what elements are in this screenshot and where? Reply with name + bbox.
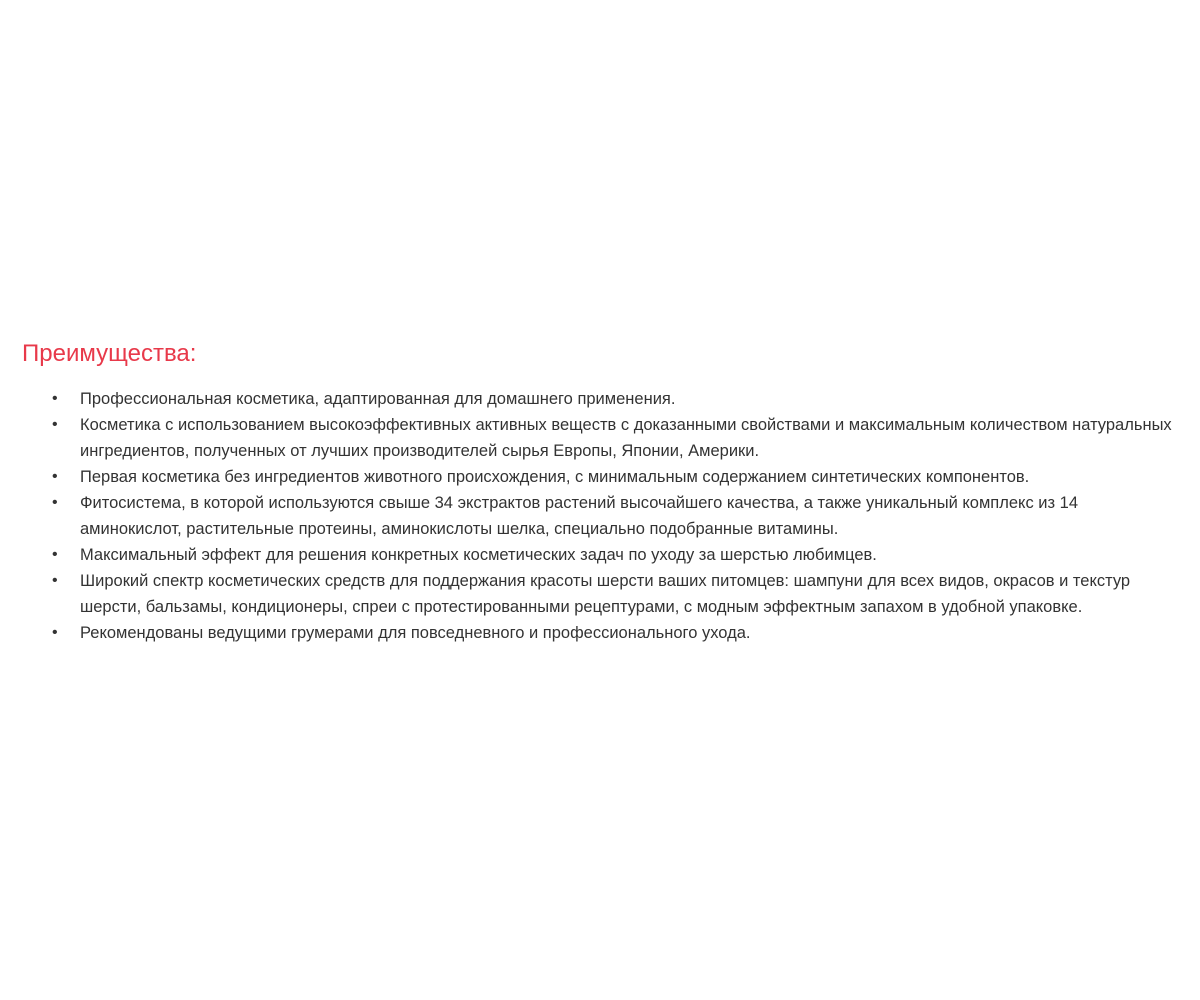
section-title: Преимущества: [22,340,197,367]
list-item-text: Широкий спектр косметических средств для поддержания красоты шерсти ваших питомцев: шампуни для всех видов, окрасов и текстур шерсти, бальзамы, кондиционеры, спреи с протестированными рецептурами, с модным эффектным запахом в удобной упаковке. [80,572,1131,616]
list-item-text: Косметика с использованием высокоэффективных активных веществ с доказанными свойствами и максимальным количеством натуральных ингредиентов, полученных от лучших производителей сырья Европы, Японии, Америки. [80,416,1172,460]
bullet-icon: • [52,416,58,433]
list-item [52,412,1172,464]
bullet-icon: • [52,572,58,589]
bullet-icon: • [52,624,58,641]
list-item [52,542,1172,568]
bullet-icon: • [52,546,58,563]
list-item [52,620,1172,646]
list-item-text: Рекомендованы ведущими грумерами для повседневного и профессионального ухода. [80,624,751,642]
list-item [52,386,1172,412]
benefits-section [22,336,1172,646]
list-item [52,568,1172,620]
list-item [52,464,1172,490]
bullet-icon: • [52,494,58,511]
bullet-icon: • [52,468,58,485]
list-item [52,490,1172,542]
list-item-text: Максимальный эффект для решения конкретных косметических задач по уходу за шерстью любимцев. [80,546,877,564]
benefits-list [22,386,1172,646]
list-item-text: Профессиональная косметика, адаптированная для домашнего применения. [80,390,676,408]
list-item-text: Фитосистема, в которой используются свыше 34 экстрактов растений высочайшего качества, а также уникальный комплекс из 14 аминокислот, растительные протеины, аминокислоты шелка, специально подобранные витамины. [80,494,1079,538]
list-item-text: Первая косметика без ингредиентов животного происхождения, с минимальным содержанием синтетических компонентов. [80,468,1030,486]
bullet-icon: • [52,390,58,407]
